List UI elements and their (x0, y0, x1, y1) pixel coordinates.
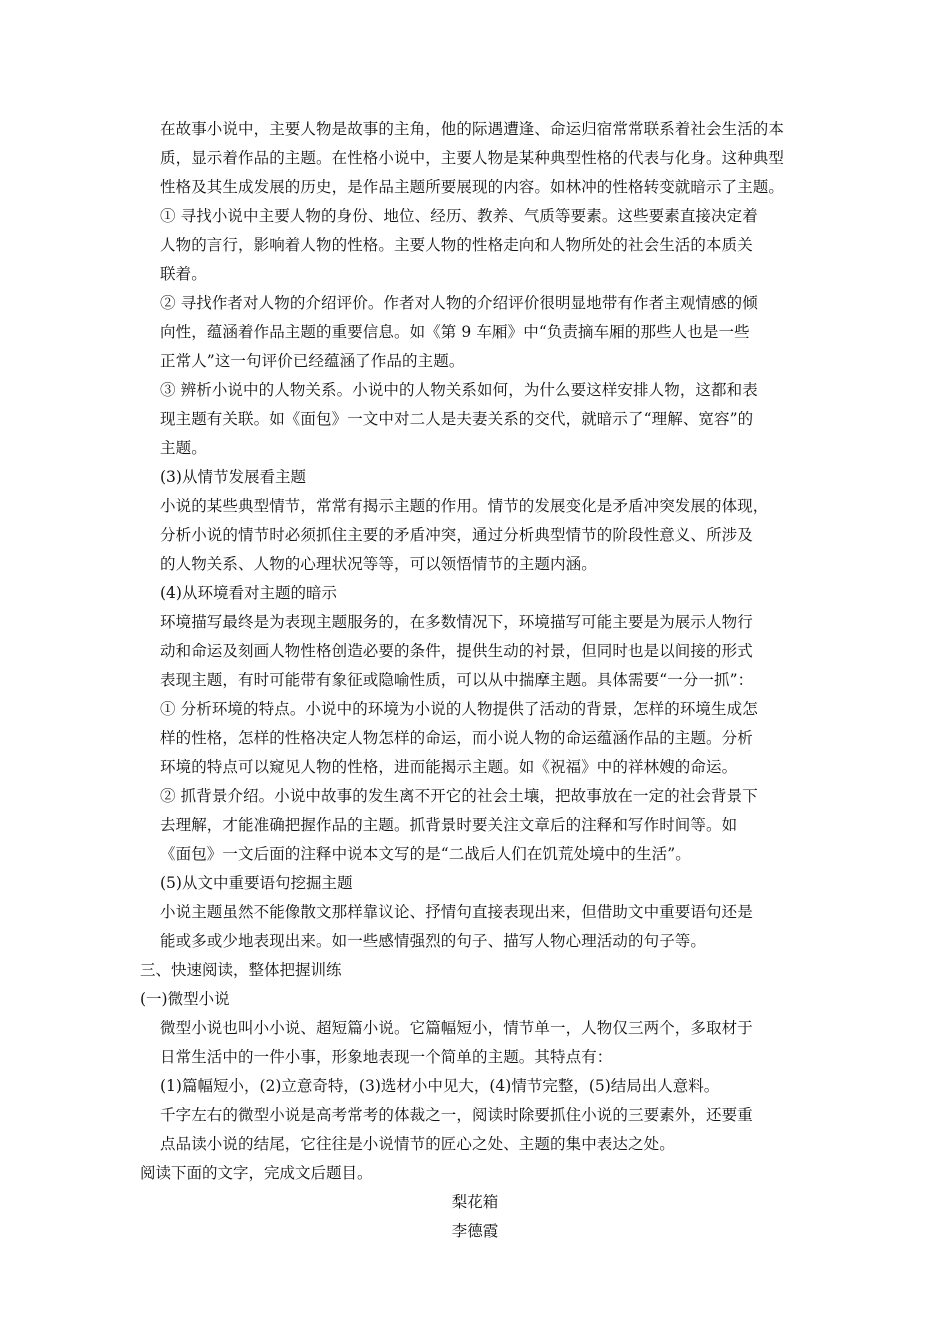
para-2: ① 寻找小说中主要人物的身份、地位、经历、教养、气质等要素。这些要素直接决定着 人物的言行，影响着人物的性格。主要人物的性格走向和人物所处的社会生活的本质关 联着。 (160, 207, 758, 284)
para-12: 千字左右的微型小说是高考常考的体裁之一，阅读时除要抓住小说的三要素外，还要重 点品读小说的结尾，它往往是小说情节的匠心之处、主题的集中表达之处。 (160, 1106, 753, 1154)
heading-3: (3)从情节发展看主题 (160, 468, 306, 486)
story-author: 李德霞 (451, 1222, 499, 1240)
para-3: ② 寻找作者对人物的介绍评价。作者对人物的介绍评价很明显地带有作者主观情感的倾 向性，蕴涵着作品主题的重要信息。如《第 9 车厢》中“负责摘车厢的那些人也是一些 正常人”这一句评价已经蕴涵了作品的主题。 (160, 294, 758, 371)
instruction: 阅读下面的文字，完成文后题目。 (140, 1164, 373, 1182)
para-9: 小说主题虽然不能像散文那样靠议论、抒情句直接表现出来，但借助文中重要语句还是 能或多或少地表现出来。如一些感情强烈的句子、描写人物心理活动的句子等。 (160, 903, 753, 951)
para-7: ① 分析环境的特点。小说中的环境为小说的人物提供了活动的背景，怎样的环境生成怎 样的性格，怎样的性格决定人物怎样的命运，而小说人物的命运蕴涵作品的主题。分析 环境的特点可以窥见人物的性格，进而能揭示主题。如《祝福》中的祥林嫂的命运。 (160, 700, 758, 777)
para-6: 环境描写最终是为表现主题服务的，在多数情况下，环境描写可能主要是为展示人物行 动和命运及刻画人物性格创造必要的条件，提供生动的衬景，但同时也是以间接的形式 表现主题，有时可能带有象征或隐喻性质，可以从中揣摩主题。具体需要“一分一抓”： (160, 613, 754, 690)
story-title: 梨花箱 (451, 1193, 499, 1211)
para-8: ② 抓背景介绍。小说中故事的发生离不开它的社会土壤，把故事放在一定的社会背景下 去理解，才能准确把握作品的主题。抓背景时要关注文章后的注释和写作时间等。如 《面包》一文后面的注释中说本文写的是“二战后人们在饥荒处境中的生活”。 (160, 787, 758, 864)
para-11: (1)篇幅短小，(2)立意奇特，(3)选材小中见大，(4)情节完整，(5)结局出人意料。 (160, 1077, 720, 1095)
para-10: 微型小说也叫小小说、超短篇小说。它篇幅短小，情节单一，人物仅三两个，多取材于 日常生活中的一件小事，形象地表现一个简单的主题。其特点有： (160, 1019, 753, 1067)
para-1: 在故事小说中，主要人物是故事的主角，他的际遇遭逢、命运归宿常常联系着社会生活的本 质，显示着作品的主题。在性格小说中，主要人物是某种典型性格的代表与化身。这种典型 性格及其生成发展的历史，是作品主题所要展现的内容。如林冲的性格转变就暗示了主题。 (160, 120, 785, 197)
subsection-1-heading: (一)微型小说 (140, 990, 230, 1008)
heading-5: (5)从文中重要语句挖掘主题 (160, 874, 353, 892)
para-5: 小说的某些典型情节，常常有揭示主题的作用。情节的发展变化是矛盾冲突发展的体现， 分析小说的情节时必须抓住主要的矛盾冲突，通过分析典型情节的阶段性意义、所涉及 的人物关系、人物的心理状况等等，可以领悟情节的主题内涵。 (160, 497, 769, 574)
para-4: ③ 辨析小说中的人物关系。小说中的人物关系如何，为什么要这样安排人物，这都和表 现主题有关联。如《面包》一文中对二人是夫妻关系的交代，就暗示了“理解、宽容”的 主题。 (160, 381, 758, 458)
heading-4: (4)从环境看对主题的暗示 (160, 584, 337, 602)
section-3-heading: 三、快速阅读，整体把握训练 (140, 961, 342, 979)
